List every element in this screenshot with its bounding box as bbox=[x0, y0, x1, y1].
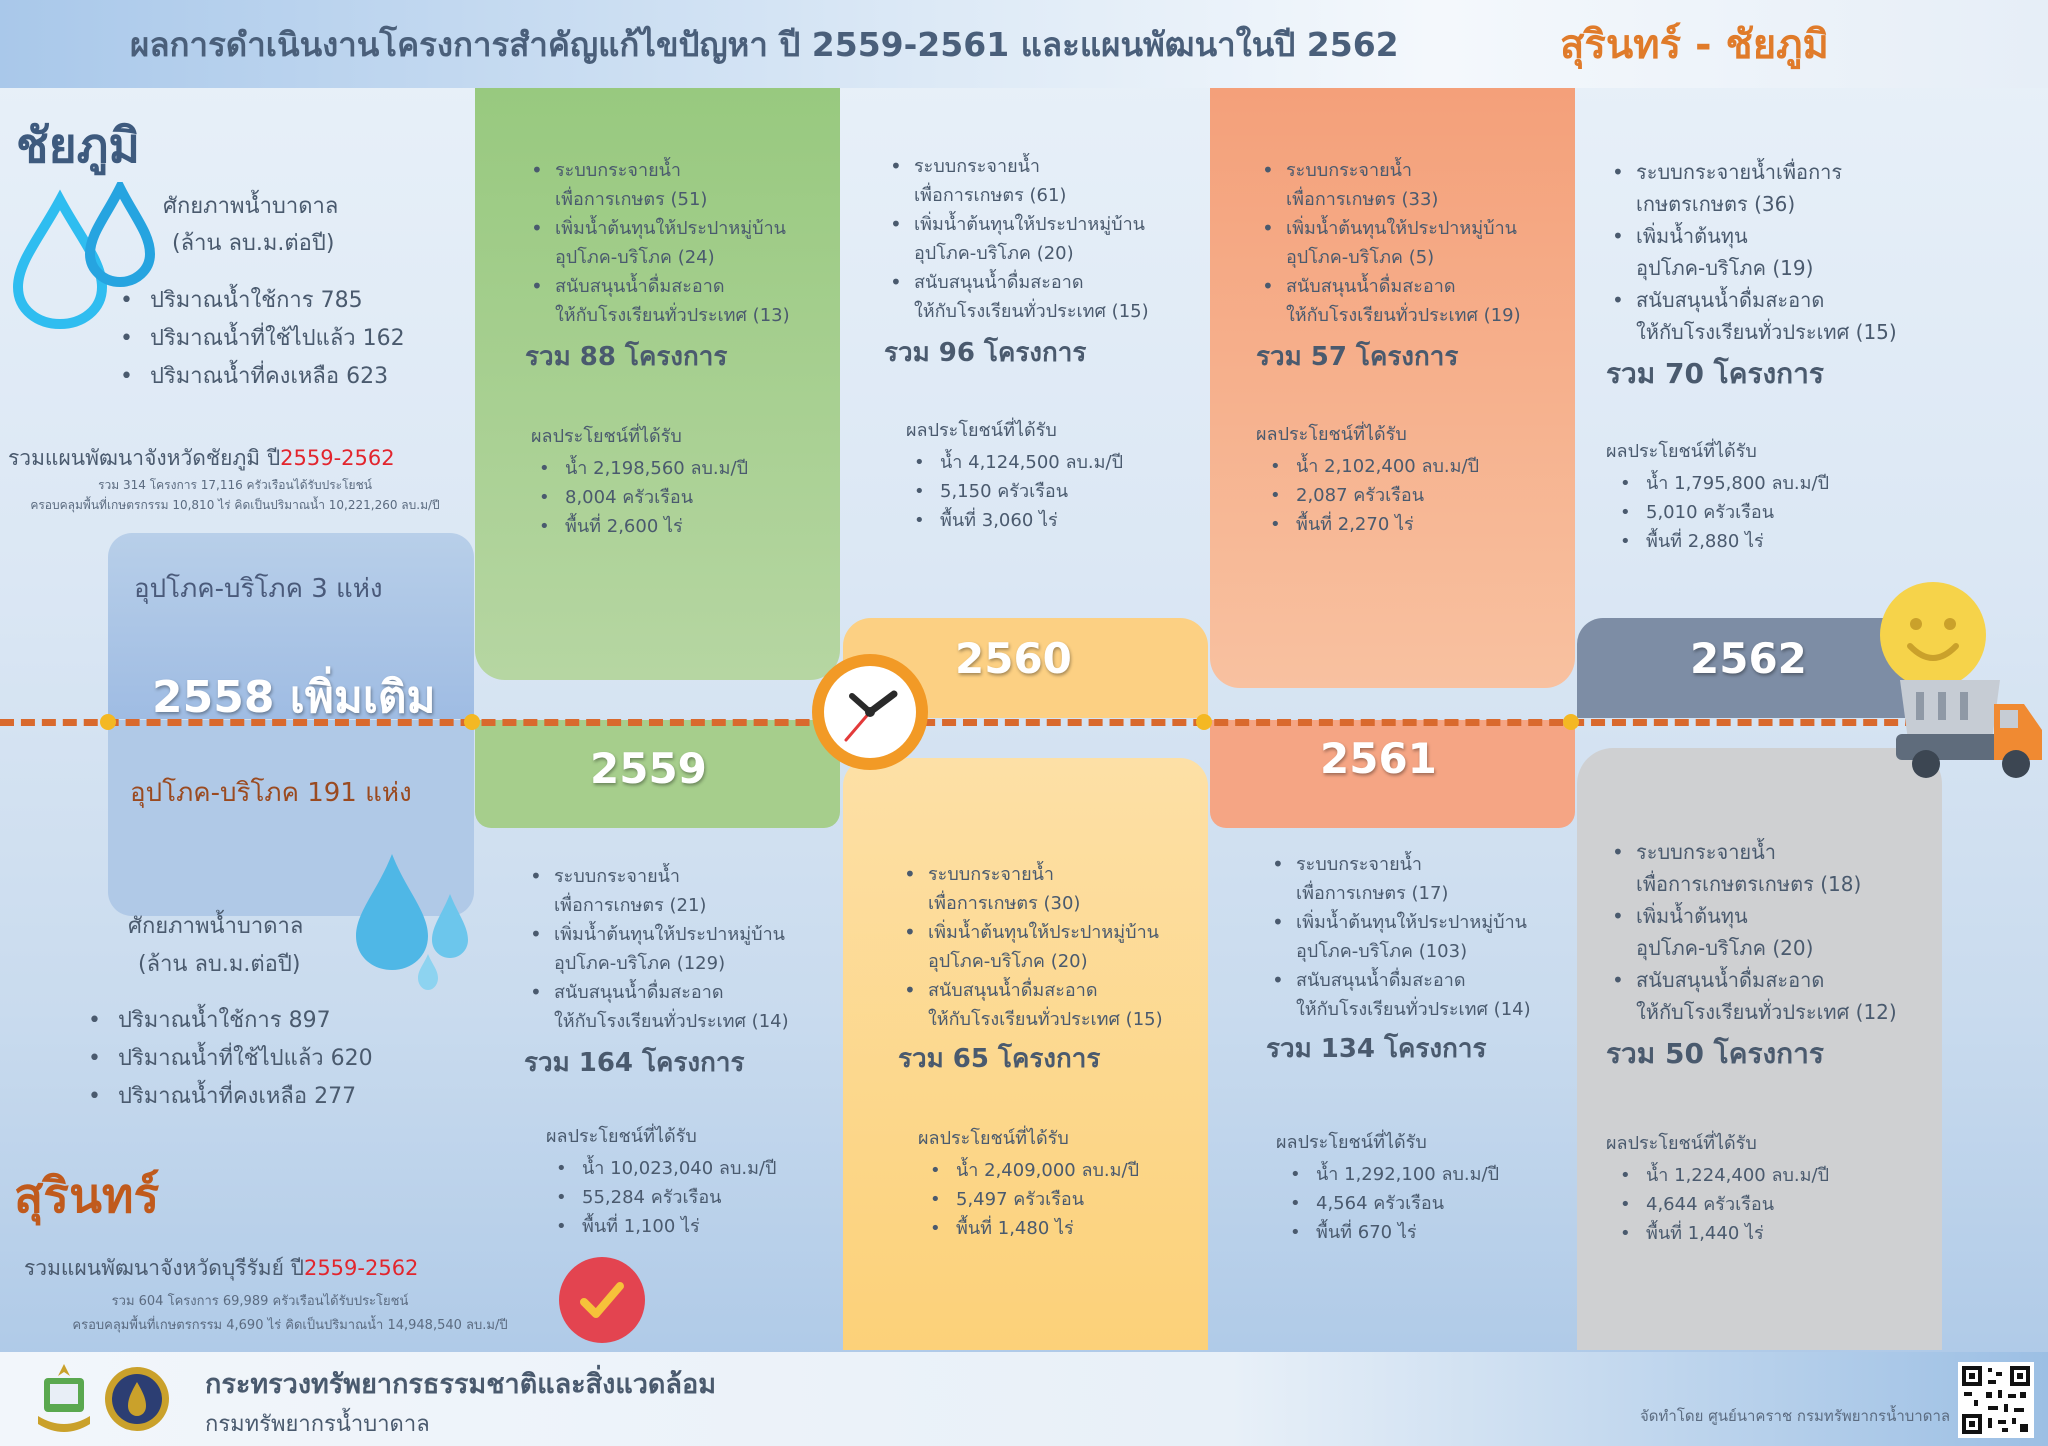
ministry-logo bbox=[34, 1360, 94, 1444]
list-item: • ระบบกระจายน้ำ เพื่อการเกษตร (30) bbox=[928, 860, 1208, 918]
list-item: • สนับสนุนน้ำดื่มสะอาด ให้กับโรงเรียนทั่วประเทศ (15) bbox=[1636, 284, 1936, 348]
project-list bbox=[898, 860, 1208, 1034]
plan-years: 2559-2562 bbox=[303, 1256, 419, 1280]
benefit-list bbox=[1606, 469, 1936, 556]
list-item: • เพิ่มน้ำต้นทุนให้ประปาหมู่บ้าน อุปโภค-บริโภค (129) bbox=[554, 920, 834, 978]
made-by-text: จัดทำโดย ศูนย์นาคราช กรมทรัพยากรน้ำบาดาล bbox=[1640, 1407, 1951, 1425]
block-2562-bottom bbox=[1606, 836, 1936, 1248]
block-2560-top bbox=[884, 152, 1194, 535]
list-item: • น้ำ 2,409,000 ลบ.ม/ปี bbox=[956, 1156, 1208, 1185]
surin-plan-note: ครอบคลุมพื้นที่เกษตรกรรม 4,690 ไร่ คิดเป็นปริมาณน้ำ 14,948,540 ลบ.ม/ปี bbox=[72, 1318, 508, 1333]
page-title: ผลการดำเนินงานโครงการสำคัญแก้ไขปัญหา ปี 2559-2561 และแผนพัฒนาในปี 2562 bbox=[130, 25, 1399, 64]
list-item: • 55,284 ครัวเรือน bbox=[582, 1183, 834, 1212]
benefit-list bbox=[1266, 1160, 1576, 1247]
department-name: กรมทรัพยากรน้ำบาดาล bbox=[205, 1412, 430, 1437]
list-item: • ระบบกระจายน้ำเพื่อการ เกษตรเกษตร (36) bbox=[1636, 156, 1936, 220]
list-item: • ปริมาณน้ำที่ใช้ไปแล้ว 162 bbox=[150, 320, 405, 358]
benefit-heading: ผลประโยชน์ที่ได้รับ bbox=[1256, 424, 1407, 445]
qr-code[interactable] bbox=[1958, 1362, 2034, 1442]
chaiyaphum-plan-title bbox=[8, 442, 395, 475]
project-list bbox=[1266, 850, 1576, 1024]
list-item: • ปริมาณน้ำที่ใช้ไปแล้ว 620 bbox=[118, 1040, 373, 1078]
year-2562-label: 2562 bbox=[1690, 634, 1807, 683]
list-item: • น้ำ 10,023,040 ลบ.ม/ปี bbox=[582, 1154, 834, 1183]
ministry-name: กระทรวงทรัพยากรธรรมชาติและสิ่งแวดล้อม bbox=[205, 1369, 716, 1400]
list-item: • สนับสนุนน้ำดื่มสะอาด ให้กับโรงเรียนทั่วประเทศ (13) bbox=[555, 272, 825, 330]
list-item: • น้ำ 2,102,400 ลบ.ม/ปี bbox=[1296, 452, 1566, 481]
list-item: • 4,644 ครัวเรือน bbox=[1646, 1190, 1936, 1219]
benefit-heading: ผลประโยชน์ที่ได้รับ bbox=[906, 420, 1057, 441]
list-item: • ปริมาณน้ำที่คงเหลือ 277 bbox=[118, 1078, 373, 1116]
list-item: • ระบบกระจายน้ำ เพื่อการเกษตร (33) bbox=[1286, 156, 1566, 214]
list-item: • เพิ่มน้ำต้นทุน อุปโภค-บริโภค (20) bbox=[1636, 900, 1936, 964]
block-2561-top bbox=[1256, 156, 1566, 539]
chaiyaphum-capacity-label: ศักยภาพน้ำบาดาล bbox=[163, 194, 339, 219]
blue-drops-icon bbox=[352, 850, 482, 999]
list-item: • เพิ่มน้ำต้นทุนให้ประปาหมู่บ้าน อุปโภค-บริโภค (20) bbox=[928, 918, 1208, 976]
project-total: รวม 70 โครงการ bbox=[1606, 357, 1824, 390]
block-2559-bottom bbox=[524, 862, 834, 1241]
list-item: • น้ำ 1,292,100 ลบ.ม/ปี bbox=[1316, 1160, 1576, 1189]
benefit-heading: ผลประโยชน์ที่ได้รับ bbox=[1276, 1132, 1427, 1153]
project-total: รวม 88 โครงการ bbox=[525, 342, 728, 372]
timeline-dot bbox=[1196, 714, 1212, 730]
list-item: • สนับสนุนน้ำดื่มสะอาด ให้กับโรงเรียนทั่วประเทศ (14) bbox=[554, 978, 834, 1036]
surin-plan-note: รวม 604 โครงการ 69,989 ครัวเรือนได้รับประโยชน์ bbox=[111, 1294, 409, 1309]
list-item: • น้ำ 2,198,560 ลบ.ม/ปี bbox=[565, 454, 825, 483]
list-item: • น้ำ 4,124,500 ลบ.ม/ปี bbox=[940, 448, 1194, 477]
project-total: รวม 57 โครงการ bbox=[1256, 342, 1459, 372]
check-icon bbox=[558, 1256, 646, 1348]
list-item: • เพิ่มน้ำต้นทุนให้ประปาหมู่บ้าน อุปโภค-บริโภค (103) bbox=[1296, 908, 1576, 966]
list-item: • ปริมาณน้ำใช้การ 897 bbox=[118, 1002, 373, 1040]
list-item: • พื้นที่ 2,270 ไร่ bbox=[1296, 510, 1566, 539]
list-item: • เพิ่มน้ำต้นทุนให้ประปาหมู่บ้าน อุปโภค-บริโภค (24) bbox=[555, 214, 825, 272]
timeline-dot bbox=[100, 714, 116, 730]
project-list bbox=[524, 862, 834, 1036]
list-item: • 2,087 ครัวเรือน bbox=[1296, 481, 1566, 510]
list-item: • เพิ่มน้ำต้นทุน อุปโภค-บริโภค (19) bbox=[1636, 220, 1936, 284]
department-logo bbox=[104, 1362, 170, 1440]
list-item: • 5,010 ครัวเรือน bbox=[1646, 498, 1936, 527]
plan-prefix: รวมแผนพัฒนาจังหวัดชัยภูมิ ปี bbox=[8, 446, 281, 470]
benefit-heading: ผลประโยชน์ที่ได้รับ bbox=[546, 1126, 697, 1147]
list-item: • 8,004 ครัวเรือน bbox=[565, 483, 825, 512]
truck-icon bbox=[1896, 664, 2046, 788]
clock-icon bbox=[810, 652, 930, 776]
benefit-list bbox=[1256, 452, 1566, 539]
block-2561-bottom bbox=[1266, 850, 1576, 1247]
benefit-list bbox=[898, 1156, 1208, 1243]
list-item: • พื้นที่ 1,480 ไร่ bbox=[956, 1214, 1208, 1243]
list-item: • สนับสนุนน้ำดื่มสะอาด ให้กับโรงเรียนทั่วประเทศ (14) bbox=[1296, 966, 1576, 1024]
year-2559-label: 2559 bbox=[590, 744, 707, 793]
list-item: • 5,150 ครัวเรือน bbox=[940, 477, 1194, 506]
project-total: รวม 134 โครงการ bbox=[1266, 1034, 1487, 1064]
year-2561-label: 2561 bbox=[1320, 734, 1437, 783]
chaiyaphum-title: ชัยภูมิ bbox=[16, 118, 140, 174]
list-item: • ระบบกระจายน้ำ เพื่อการเกษตรเกษตร (18) bbox=[1636, 836, 1936, 900]
surin-capacity-label: ศักยภาพน้ำบาดาล bbox=[128, 914, 304, 939]
list-item: • สนับสนุนน้ำดื่มสะอาด ให้กับโรงเรียนทั่วประเทศ (19) bbox=[1286, 272, 1566, 330]
list-item: • น้ำ 1,795,800 ลบ.ม/ปี bbox=[1646, 469, 1936, 498]
list-item: • ระบบกระจายน้ำ เพื่อการเกษตร (51) bbox=[555, 156, 825, 214]
list-item: • เพิ่มน้ำต้นทุนให้ประปาหมู่บ้าน อุปโภค-บริโภค (20) bbox=[914, 210, 1194, 268]
list-item: • ระบบกระจายน้ำ เพื่อการเกษตร (61) bbox=[914, 152, 1194, 210]
label-2558-bottom: อุปโภค-บริโภค 191 แห่ง bbox=[130, 778, 412, 808]
list-item: • พื้นที่ 1,440 ไร่ bbox=[1646, 1219, 1936, 1248]
project-list bbox=[884, 152, 1194, 326]
chaiyaphum-capacity-unit: (ล้าน ลบ.ม.ต่อปี) bbox=[172, 231, 335, 256]
list-item: • น้ำ 1,224,400 ลบ.ม/ปี bbox=[1646, 1161, 1936, 1190]
year-2558-label: 2558 เพิ่มเติม bbox=[152, 672, 436, 723]
project-list bbox=[1606, 836, 1936, 1028]
benefit-list bbox=[1606, 1161, 1936, 1248]
footer-bar bbox=[0, 1352, 2048, 1446]
list-item: • สนับสนุนน้ำดื่มสะอาด ให้กับโรงเรียนทั่วประเทศ (15) bbox=[914, 268, 1194, 326]
timeline-dot bbox=[1563, 714, 1579, 730]
list-item: • พื้นที่ 1,100 ไร่ bbox=[582, 1212, 834, 1241]
list-item: • ปริมาณน้ำที่คงเหลือ 623 bbox=[150, 358, 405, 396]
list-item: • พื้นที่ 2,880 ไร่ bbox=[1646, 527, 1936, 556]
plan-years: 2559-2562 bbox=[280, 446, 395, 470]
list-item: • ระบบกระจายน้ำ เพื่อการเกษตร (21) bbox=[554, 862, 834, 920]
chaiyaphum-plan-note: รวม 314 โครงการ 17,116 ครัวเรือนได้รับประโยชน์ bbox=[98, 478, 372, 492]
block-2560-bottom bbox=[898, 860, 1208, 1243]
project-total: รวม 65 โครงการ bbox=[898, 1044, 1101, 1074]
label-2558-top: อุปโภค-บริโภค 3 แห่ง bbox=[134, 574, 383, 604]
benefit-heading: ผลประโยชน์ที่ได้รับ bbox=[531, 426, 682, 447]
list-item: • ปริมาณน้ำใช้การ 785 bbox=[150, 282, 405, 320]
year-2560-label: 2560 bbox=[955, 634, 1072, 683]
benefit-list bbox=[884, 448, 1194, 535]
header-bar bbox=[0, 0, 2048, 88]
surin-plan-title bbox=[24, 1252, 418, 1285]
list-item: • สนับสนุนน้ำดื่มสะอาด ให้กับโรงเรียนทั่วประเทศ (12) bbox=[1636, 964, 1936, 1028]
project-list bbox=[525, 156, 825, 330]
list-item: • พื้นที่ 2,600 ไร่ bbox=[565, 512, 825, 541]
list-item: • พื้นที่ 3,060 ไร่ bbox=[940, 506, 1194, 535]
project-total: รวม 96 โครงการ bbox=[884, 338, 1087, 368]
benefit-list bbox=[525, 454, 825, 541]
region-title: สุรินทร์ - ชัยภูมิ bbox=[1560, 22, 1829, 68]
project-list bbox=[1256, 156, 1566, 330]
surin-capacity-unit: (ล้าน ลบ.ม.ต่อปี) bbox=[138, 952, 301, 977]
project-list bbox=[1606, 156, 1936, 348]
list-item: • 4,564 ครัวเรือน bbox=[1316, 1189, 1576, 1218]
benefit-heading: ผลประโยชน์ที่ได้รับ bbox=[918, 1128, 1069, 1149]
benefit-list bbox=[524, 1154, 834, 1241]
benefit-heading: ผลประโยชน์ที่ได้รับ bbox=[1606, 1133, 1757, 1154]
list-item: • ระบบกระจายน้ำ เพื่อการเกษตร (17) bbox=[1296, 850, 1576, 908]
plan-prefix: รวมแผนพัฒนาจังหวัดบุรีรัมย์ ปี bbox=[24, 1256, 304, 1280]
project-total: รวม 50 โครงการ bbox=[1606, 1037, 1824, 1070]
list-item: • 5,497 ครัวเรือน bbox=[956, 1185, 1208, 1214]
timeline-dot bbox=[464, 714, 480, 730]
project-total: รวม 164 โครงการ bbox=[524, 1048, 745, 1078]
list-item: • พื้นที่ 670 ไร่ bbox=[1316, 1218, 1576, 1247]
surin-water-list bbox=[82, 1002, 373, 1116]
block-2559-top bbox=[525, 156, 825, 541]
chaiyaphum-plan-note: ครอบคลุมพื้นที่เกษตรกรรม 10,810 ไร่ คิดเป็นปริมาณน้ำ 10,221,260 ลบ.ม/ปี bbox=[30, 498, 440, 512]
list-item: • สนับสนุนน้ำดื่มสะอาด ให้กับโรงเรียนทั่วประเทศ (15) bbox=[928, 976, 1208, 1034]
block-2562-top bbox=[1606, 156, 1936, 556]
surin-title: สุรินทร์ bbox=[14, 1168, 160, 1224]
chaiyaphum-water-list bbox=[114, 282, 405, 396]
list-item: • เพิ่มน้ำต้นทุนให้ประปาหมู่บ้าน อุปโภค-บริโภค (5) bbox=[1286, 214, 1566, 272]
benefit-heading: ผลประโยชน์ที่ได้รับ bbox=[1606, 441, 1757, 462]
